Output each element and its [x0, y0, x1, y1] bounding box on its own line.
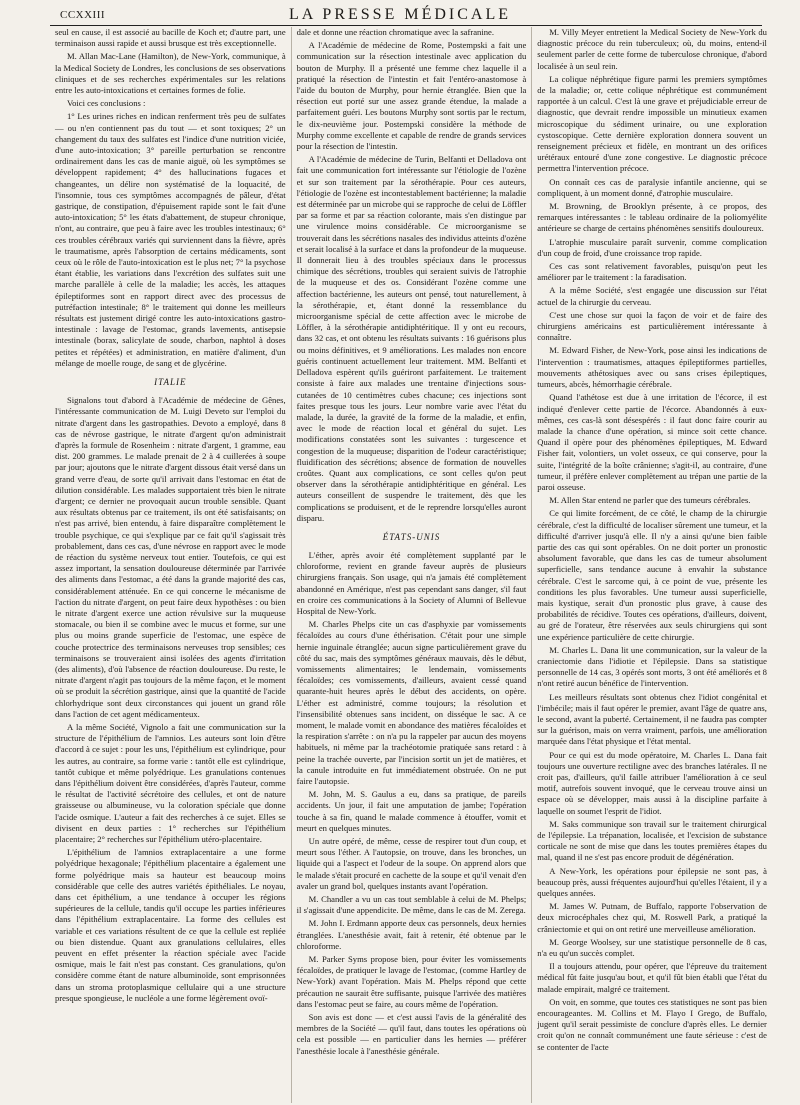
paragraph: L'épithélium de l'amnios extraplacentaire a une forme polyédrique hexagonale; l'épithélium placentaire a également une forme polyédrique mais sa hauteur est beaucoup moins considérable que celle des autres variétés épithéliales. Le noyau, dans cet épithélium, a une tendance à occuper les régions supérieures de la cellule, tandis qu'il occupe les parties inférieures dans l'épithélium extraplacentaire. La forme des cellules est variable et ces variations résultent de ce que la cellule est repliée ou bien distendue. Quant aux granulations cellulaires, elles peuvent en effet présenter la réaction spéciale avec l'acide osmique, mais le fait n'est pas constant. Ces granulations, qu'on considère comme étant de nature albuminoïde, sont emprisonnées dans un stroma protoplasmique cellulaire qui a une structure presque spongieuse, le nucléole a une forme légèrement ovoï- [55, 847, 286, 1003]
article-columns [50, 27, 772, 1103]
paragraph: A l'Académie de médecine de Rome, Postempski a fait une communication sur la résection intestinale avec application du bouton de Murphy. Il a présenté une femme chez laquelle il a pratiqué la résection de l'intestin et fait l'entéro-anastomose à l'aide du bouton de Murphy, pour hernie étranglée. Bien que la résection eut porté sur une assez grande étendue, la malade a parfaitement guéri. Les boutons Murphy sont sortis par le rectum, le dix-neuvième jour. Postempski considère la méthode de Murphy comme excellente et capable de rendre de grands services pour la résection de l'intestin. [296, 40, 527, 152]
paragraph: M. Charles L. Dana lit une communication, sur la valeur de la craniectomie dans l'idiotie et l'épilepsie. Dans sa statistique personnelle de 14 cas, 3 opérés sont morts, 3 ont été améliorés et 8 n'ont retiré aucun bénéfice de l'intervention. [537, 644, 767, 689]
column-middle [291, 27, 532, 1103]
paragraph: On voit, en somme, que toutes ces statistiques ne sont pas bien encourageantes. M. Collins et M. Flayo I Grego, de Buffalo, jugent qu'il serait pessimiste de conclure d'après elles. Le dernier croit qu'on ne connaît communément une faute sérieuse : c'est de se contenter de l'acte [537, 996, 767, 1052]
column-right [531, 27, 772, 1103]
paragraph: M. Saks communique son travail sur le traitement chirurgical de l'épilepsie. La trépanation, localisée, et l'excision de substance corticale ne sont de mise que dans les toutes premières étapes du mal, quand il ne s'est pas encore produit de dégénération. [537, 818, 767, 863]
page-header [10, 6, 790, 24]
paragraph: Voici ces conclusions : [67, 98, 146, 109]
paragraph: A New-York, les opérations pour épilepsie ne sont pas, à beaucoup près, aussi fréquentes aujourd'hui qu'elles l'étaient, il y a quelques années. [537, 865, 767, 899]
paragraph: Pour ce qui est du mode opératoire, M. Charles L. Dana fait toujours une ouverture rectiligne avec des branches latérales. Il ne croit pas, d'ailleurs, qu'il faille attribuer l'amélioration à ce seul motif, autrefois souvent invoqué, que le cerveau trouve ainsi un espace où se développer, mais aussi à la discipline parfaite à laquelle on soumet l'esprit de l'idiot. [537, 749, 767, 816]
paragraph: M. Charles Phelps cite un cas d'asphyxie par vomissements fécaloïdes au cours d'une éthérisation. C'était pour une simple hernie inguinale étranglée; aucun signe particulièrement grave du côté du sac, mais des symptômes généraux mauvais, dès le début, vomissements alimentaires; le lendemain, vomissements fécaloïdes; ces vomissements, d'ailleurs, avaient cessé quand quarante-huit heures après le début des accidents, on opère. L'éther est administré, comme toujours; la résolution et l'insensibilité obtenues sans incident, on disséque le sac. A ce moment, le malade vomit en abondance des matières fécaloïdes et la respiration s'arrête : on n'a pu la rappeler par aucun des moyens habituels, ni même par la trachéotomie pratiquée sans retard : à peine la trachée ouverte, par l'incision sortit un jet de matières, et la canule introduite en fut immédiatement obstruée. On ne put faire l'autopsie. [296, 619, 527, 786]
paragraph: On connaît ces cas de paralysie infantile ancienne, qui se compliquent, à un moment donné, d'atrophie musculaire. [537, 176, 767, 198]
paragraph: L'éther, après avoir été complètement supplanté par le chloroforme, revient en grande faveur auprès de plusieurs chirurgiens français. Son usage, qui n'a jamais été complètement abandonné en Amérique, n'est pas cependant sans danger, s'il faut en croire ces communications à la Society of Alumni of Bellevue Hospital de New-York. [296, 549, 527, 616]
paragraph: Signalons tout d'abord à l'Académie de médecine de Gênes, l'intéressante communication de M. Luigi Deveto sur l'emploi du nitrate d'argent dans les gastropathies. Devoto a employé, dans 8 cas de névrose gastrique, le nitrate d'argent qu'on administrait d'après la formule de Rosenheim : nitrate d'argent, 1 gramme, eau dist. 200 grammes. Le malade prenait de 2 à 4 cuillerées à soupe par jour; ajoutons que le nitrate d'argent dissous était versé dans un grand verre d'eau, de sorte qu'il arrivait dans l'estomac en état de dilution considérable. Les malades supportaient très bien le nitrate d'argent; ce dernier ne provoquait aucun trouble sensible. Quant aux résultats obtenus par ce traitement, ils ont été satisfaisants; on n'est pas arrivé, bien entendu, à faire disparaître complètement le trouble psychique, ce qui s'explique par ce fait qu'il s'agissait très probablement, dans ces cas, d'une névrose en rapport avec le mode de réaction du système nerveux tout entier. Toutefois, ce qui est assez important, la sensation douloureuse déterminée par l'arrivée des aliments dans l'estomac, a été dans la grande majorité des cas, considérablement atténuée. En ce qui concerne le mécanisme de l'action du nitrate d'argent, on peut faire deux hypothèses : ou bien le nitrate d'argent exerce une action révulsive sur la muqueuse stomacale, ou bien il se combine avec le mucus et forme, sur une plus ou moins grande superficie de l'estomac, une espèce de couche protectrice des terminaisons nerveuses trop sensibles; ces terminaisons se trouveraient ainsi isolées des agents d'irritation (des aliments), d'où l'absence de réaction douloureuse. Du reste, le nitrate d'argent n'agit pas toujours de la même façon, et le moment où se produit la sécrétion gastrique, ainsi que la quantité de l'acide chlorhydrique sont deux circonstances qui jouent un grand rôle dans l'action de cet agent médicamenteux. [55, 395, 286, 719]
paragraph: Son avis est donc — et c'est aussi l'avis de la généralité des membres de la Société — qu'il faut, dans toutes les opérations où cela est possible — en particulier dans les hernies — préférer l'anesthésie locale à l'anesthésie générale. [296, 1012, 527, 1056]
section-heading-usa: ÉTATS-UNIS [382, 531, 441, 542]
paragraph: seul en cause, il est associé au bacille de Koch et; d'autre part, une terminaison aussi rapide et aussi brusque est très exceptionnelle. [55, 27, 286, 49]
paragraph: dale et donne une réaction chromatique avec la safranine. [296, 27, 494, 37]
paragraph: M. Allen Star entend ne parler que des tumeurs cérébrales. [549, 495, 751, 506]
paragraph: 1° Les urines riches en indican renferment très peu de sulfates — ou n'en contiennent pas du tout — et sont toxiques; 2° un changement du taux des sulfates est l'indice d'une nutrition viciée, d'une auto-intoxication; 3° pareille perturbation se rencontre ordinairement dans les cas de manie aiguë, où les symptômes se développent rapidement; 4° des hallucinations fugaces et changeantes, un délire non systématisé de la loquacité, de l'insomnie, tous ces symptômes accompagnés de pâleur, d'état gastrique, de constipation, d'épuisement rapide sont le fait d'une auto-intoxication; 5° les états d'abattement, de stupeur chronique, n'ont, au contraire, que peu à faire avec les troubles intestinaux; 6° ces troubles cérébraux variés qui surviennent dans la fièvre, après le traumatisme, après l'absorption de certains médicaments, sont ceux où le rôle de l'auto-intoxication est le plus net; 7° la psychose étant établie, les variations dans l'excrétion des sulfates suit une marche parallèle à celle de la maladie; les accès, les attaques épileptiformes sont en rapport direct avec des processus de putréfaction intestinale; 8° le traitement qui donne les meilleurs résultats est justement dirigé contre les auto-intoxications gastro-intestinale : lavage de l'estomac, grands lavements, antisepsie intestinale (borax, salicylate de soude, charbon, naphtol à doses petites et répétées) et administration, en matière d'aliment, d'un mélange de moelle rouge, de sang et de glycérine. [55, 111, 286, 368]
paragraph: C'est une chose sur quoi la façon de voir et de faire des chirurgiens américains est particulièrement intéressante à connaître. [537, 309, 767, 343]
paragraph: Ces cas sont relativement favorables, puisqu'on peut les améliorer par le traitement : la faradisation. [537, 261, 767, 283]
paragraph: M. Villy Meyer entretient la Medical Society de New-York du diagnostic précoce du rein tuberculeux; où, du moins, entend-il seulement parler de cette forme de tuberculose chronique, d'abord localisée à un seul rein. [537, 27, 767, 71]
paragraph: M. Allan Mac-Lane (Hamilton), de New-York, communique, à la Medical Society de Londres, les conclusions de ses observations cliniques et de ses recherches expérimentales sur les relations entre les auto-intoxications et certaines formes de folie. [55, 51, 286, 96]
page-number: CCXXIII [60, 9, 106, 21]
column-left [50, 27, 291, 1103]
paragraph: Un autre opéré, de même, cesse de respirer tout d'un coup, et meurt sous l'éther. A l'autopsie, on trouve, dans les bronches, un liquide qui a l'aspect et l'odeur de la soupe. On apprend alors que le malade s'était procuré en cachette de la soupe et qu'il venait d'en avaler un grand bol, quelques instants avant l'opération. [296, 836, 527, 891]
paragraph: Ce qui limite forcément, de ce côté, le champ de la chirurgie cérébrale, c'est la difficulté de localiser sûrement une tumeur, et la difficulté d'arriver jusqu'à elle. Il n'y a ainsi qu'une bien faible partie des cas qui sont opérables. On ne doit porter un pronostic absolument favorable, que dans les cas de tumeur absolument superficielle, sans tendance aucune à envahir la substance cérébrale. C'est le sarcome qui, à ce point de vue, présente les conditions les plus favorables. Une tumeur aussi superficielle, mais kystique, serait d'un pronostic plus grave, à cause des probabilités de récidive. Toutes ces opérations, d'ailleurs, doivent, au gré de l'orateur, être réservées aux seuls chirurgiens qui sont une expérience particulière de cette chirurgie. [537, 508, 767, 642]
header-rule [50, 25, 762, 26]
paragraph: A l'Académie de médecine de Turin, Belfanti et Delladova ont fait une communication fort intéressante sur l'étiologie de l'ozène et sur son traitement par la sérothérapie. Pour ces auteurs, l'étiologie de l'ozène est incontestablement bactérienne; la maladie est déterminée par un microbe qui se rapproche de celui de Löffler par sa forme et par sa réaction colorante, mais s'en distingue par une virulence moins considérable. Ce microorganisme se trouverait dans les sécrétions nasales des individus atteints d'ozène et serait localisé à la surface et dans la profondeur de la muqueuse. Il donnerait lieu à des troubles spéciaux dans le processus chimique des sécrétions, troubles qui seraient suivis de l'atrophie de la muqueuse et des os. Considérant l'ozène comme une affection bactérienne, les auteurs ont pensé, tout naturellement, à la sérothérapie, et, étant donné la ressemblance du microorganisme spécial de cette affection avec le microbe de Löffler, à la sérothérapie antidiphtéritique. Il y ont eu recours, dans 32 cas, et ont obtenu les résultats suivants : 16 guérisons plus ou moins définitives, et 9 améliorations. Les malades non encore guéris continuent actuellement leur traitement. MM. Belfanti et Delladova espèrent qu'ils guériront parfaitement. Le traitement consiste à faire aux malades une trentaine d'injections sous-cutanées de 10 centimètres cubes chacune; ces injections sont faites presque tous les jours. Leur nombre varie avec l'état du malade, la durée, la gravité de la forme de la maladie, et enfin, avec le mode de réaction local et général du sujet. Les modifications constatées sont les suivantes : turgescence et congestion de la muqueuse; disparition de l'odeur caractéristique; fluidification des sécrétions; absence de formation de nouvelles croûtes. Quant aux complications, ce sont celles qu'on peut observer dans la sérothérapie antidiphtéritique en général. Les auteurs conseillent de suspendre le traitement, dès que les complications se produisent, et de le reprendre lorsqu'elles auront disparu. [296, 154, 527, 523]
paragraph: M. Parker Syms propose bien, pour éviter les vomissements fécaloïdes, de pratiquer le lavage de l'estomac, (comme Hartley de New-York) avant l'opération. Mais M. Phelps répond que cette précaution ne saurait être suffisante, puisque l'arrivée des matières dans l'estomac peut se faire, au cours même de l'opération. [296, 954, 527, 1009]
paragraph: Les meilleurs résultats sont obtenus chez l'idiot congénital et l'imbécile; mais il faut opérer le premier, avant l'âge de quatre ans, le second, avant la puberté. Certainement, il ne faudra pas compter sur la guérison, mais on verra vraiment, parfois, une amélioration marquée dans l'état physique et l'état mental. [537, 691, 767, 747]
paragraph: M. James W. Putnam, de Buffalo, rapporte l'observation de deux microcéphales chez qui, M. Roswell Park, a pratiqué la crâniectomie et qui on ont retiré une merveilleuse amélioration. [537, 901, 767, 934]
paragraph: M. John I. Erdmann apporte deux cas personnels, deux hernies étranglées. L'anesthésie avait, fait à retenir, été obtenue par le chloroforme. [296, 918, 527, 951]
journal-title: LA PRESSE MÉDICALE [288, 6, 511, 23]
paragraph: M. George Woolsey, sur une statistique personnelle de 8 cas, n'a eu qu'un succès complet. [537, 936, 767, 959]
paragraph: M. Chandler a vu un cas tout semblable à celui de M. Phelps; il s'agissait d'une appendicite. De même, dans le cas de M. Zerega. [296, 894, 527, 916]
paragraph: La colique néphrétique figure parmi les premiers symptômes de la maladie; or, cette colique néphrétique est communément rapportée à un calcul. C'est là une grave et préjudiciable erreur de diagnostic, que devrait rendre impossible un minutieux examen microscopique du sédiment urinaire, ou une exploration cystoscopique. Cette dernière exploration donnera souvent un renseignement précieux et fidèle, en montrant un des orifices urétéraux entouré d'une zone congestive. Le diagnostic précoce permettra l'intervention précoce. [537, 73, 767, 174]
paragraph: Il a toujours attendu, pour opérer, que l'épreuve du traitement médical fût faite jusqu'au bout, et qu'il fût bien établi que l'état du malade empirait, malgré ce traitement. [537, 961, 767, 994]
paragraph: M. Browning, de Brooklyn présente, à ce propos, des remarques intéressantes : le tableau ordinaire de la poliomyélite antérieure se charge de certains phénomènes sensitifs douloureux. [537, 201, 767, 234]
paragraph: A la même Société, s'est engagée une discussion sur l'état actuel de la chirurgie du cerveau. [537, 285, 767, 307]
paragraph: L'atrophie musculaire paraît survenir, comme complication d'un coup de froid, d'une croissance trop rapide. [537, 236, 767, 258]
paragraph: M. John, M. S. Gaulus a eu, dans sa pratique, de pareils accidents. Un jour, il fait une amputation de jambe; l'opération touche à sa fin, quand le malade commence à étouffer, vomit et meurt en quelques minutes. [296, 789, 527, 833]
paragraph: A la même Société, Vignolo a fait une communication sur la structure de l'épithélium de l'amnios. Les auteurs sont loin d'être d'accord à ce sujet : pour les uns, l'épithélium est cylindrique, pour les autres, au contraire, sa forme varie : tantôt elle est cylindrique, tantôt cubique et même polyédrique. Les granulations contenues dans l'épithélium doivent être considérées, d'après l'auteur, comme le résultat de l'activité sécrétoire des cellules, et ont de nature graisseuse ou albumineuse, vu la coloration spéciale que donne l'acide osmique. L'auteur a fait des recherches à ce sujet. Elles se divisent en deux parties : 1° recherches sur l'épithélium placentaire; 2° recherches sur l'épithélium utéro-placentaire. [55, 721, 286, 845]
section-heading-italy: ITALIE [154, 377, 187, 388]
paragraph: Quand l'athétose est due à une irritation de l'écorce, il est indiqué d'enlever cette partie de l'écorce. Abandonnés à eux-mêmes, ces cas-là sont désespérés : il faut donc faire courir au malade la chance d'une opération, si mince soit cette chance. Quand il opère pour des phénomènes épileptiques, M. Edward Fisher fait, volontiers, un volet osseux, ce qui conserve, pour la suite, l'intégrité de la boîte crânienne; s'agit-il, au contraire, d'une tumeur, il préfère enlever complètement au trépan une partie de la paroi osseuse. [537, 392, 767, 492]
paragraph: M. Edward Fisher, de New-York, pose ainsi les indications de l'intervention : traumatismes, attaques épileptiformes partielles, mouvements athétosiques avec ou sans crises épileptiques, tumeurs, abcès, hémorrhagie cérébrale. [537, 345, 767, 390]
